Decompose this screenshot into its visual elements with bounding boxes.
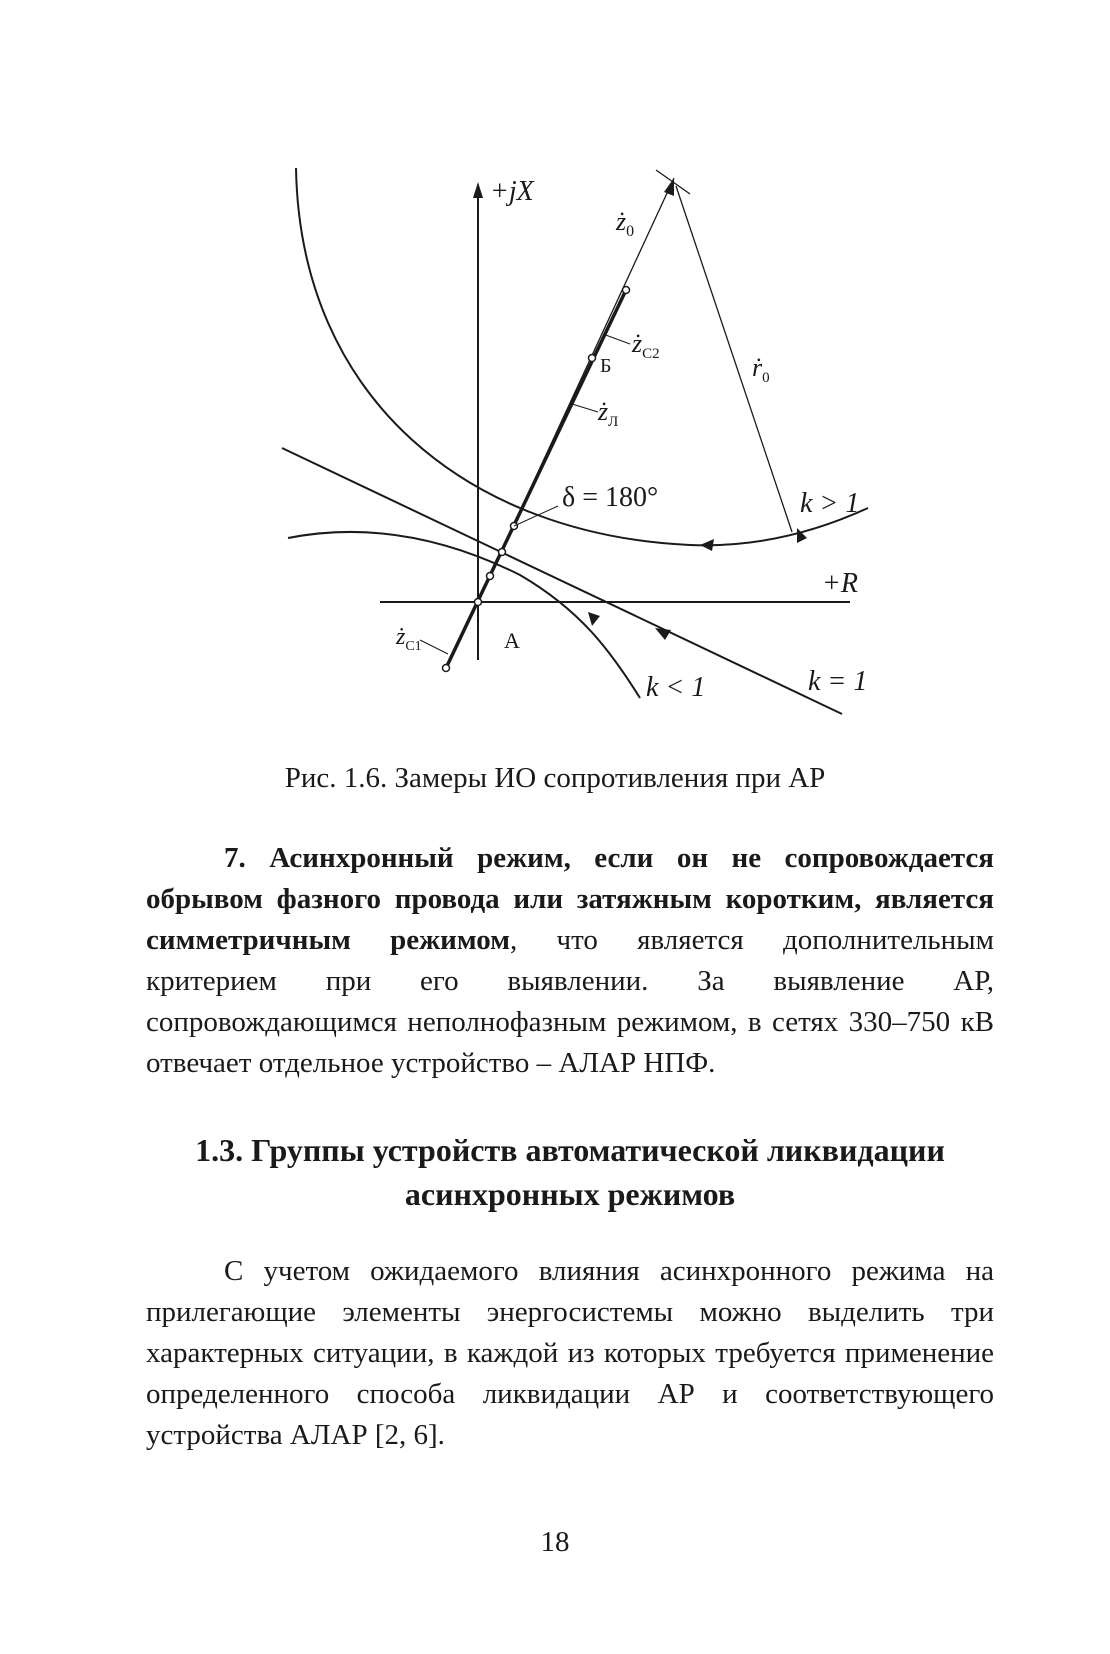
- point-k-low: [487, 573, 494, 580]
- section-heading-line1: 1.3. Группы устройств автоматической ликвидации: [195, 1132, 945, 1168]
- z0-ray-arrow: [664, 178, 674, 196]
- page-number: 18: [540, 1526, 570, 1558]
- paragraph-7-bold: 7. Асинхронный режим, если он не сопровождается обрывом фазного провода или затяжным коротким, является симметричным режимом: [146, 842, 994, 956]
- k-equal-1-label: k = 1: [808, 666, 868, 697]
- r-axis-label: +R: [822, 568, 858, 599]
- delta-label: δ = 180°: [562, 482, 659, 513]
- impedance-diagram: [0, 0, 1110, 740]
- section-heading-line2: асинхронных режимов: [404, 1176, 736, 1212]
- point-k1: [499, 549, 506, 556]
- zl-label: $ż_Л$: [598, 397, 619, 430]
- zc1-leader: [420, 640, 448, 654]
- point-c2-end: [623, 287, 630, 294]
- z-line: [446, 290, 626, 668]
- r0-vector: [676, 186, 792, 532]
- point-b-label: Б: [600, 355, 612, 377]
- arc-arrow: [700, 539, 714, 551]
- zc2-leader: [603, 334, 630, 344]
- paragraph-intro: [146, 1251, 994, 1456]
- paragraph-7-rest: , что является дополнительным критерием при его выявлении. За выявление АР, сопровождающимся неполнофазным режимом, в сетях 330–750 кВ отвечает отдельное устройство – АЛАР НПФ.: [146, 924, 994, 1079]
- point-c1: [443, 665, 450, 672]
- jx-axis-label: +jX: [490, 176, 534, 207]
- figure-caption: Рис. 1.6. Замеры ИО сопротивления при АР: [284, 762, 826, 794]
- point-a-label: А: [504, 628, 520, 653]
- k-less-1-label: k < 1: [646, 672, 706, 703]
- jx-axis-arrow: [473, 182, 483, 198]
- z0-label: $ż_0$: [616, 207, 635, 240]
- paragraph-7: [146, 838, 994, 1084]
- zl-leader: [572, 404, 598, 412]
- point-a: [475, 599, 482, 606]
- k-less-1-curve: [288, 532, 640, 698]
- r0-label: ṙ$_0$: [752, 353, 770, 386]
- k-greater-1-label: k > 1: [800, 488, 860, 519]
- paragraph-intro-text: С учетом ожидаемого влияния асинхронного режима на прилегающие элементы энергосистемы можно выделить три характерных ситуации, в каждой из которых требуется применение определенного способа ликвидации АР и соответствующего устройства АЛАР [2, 6].: [146, 1255, 994, 1451]
- point-b: [589, 355, 596, 362]
- zc2-label: $ż_{C2}$: [632, 329, 660, 362]
- zc1-label: $ż_{C1}$: [396, 624, 422, 654]
- section-heading: [146, 1128, 994, 1216]
- k-less-1-arrow: [588, 612, 600, 626]
- k-equal-1-arrow: [655, 628, 671, 640]
